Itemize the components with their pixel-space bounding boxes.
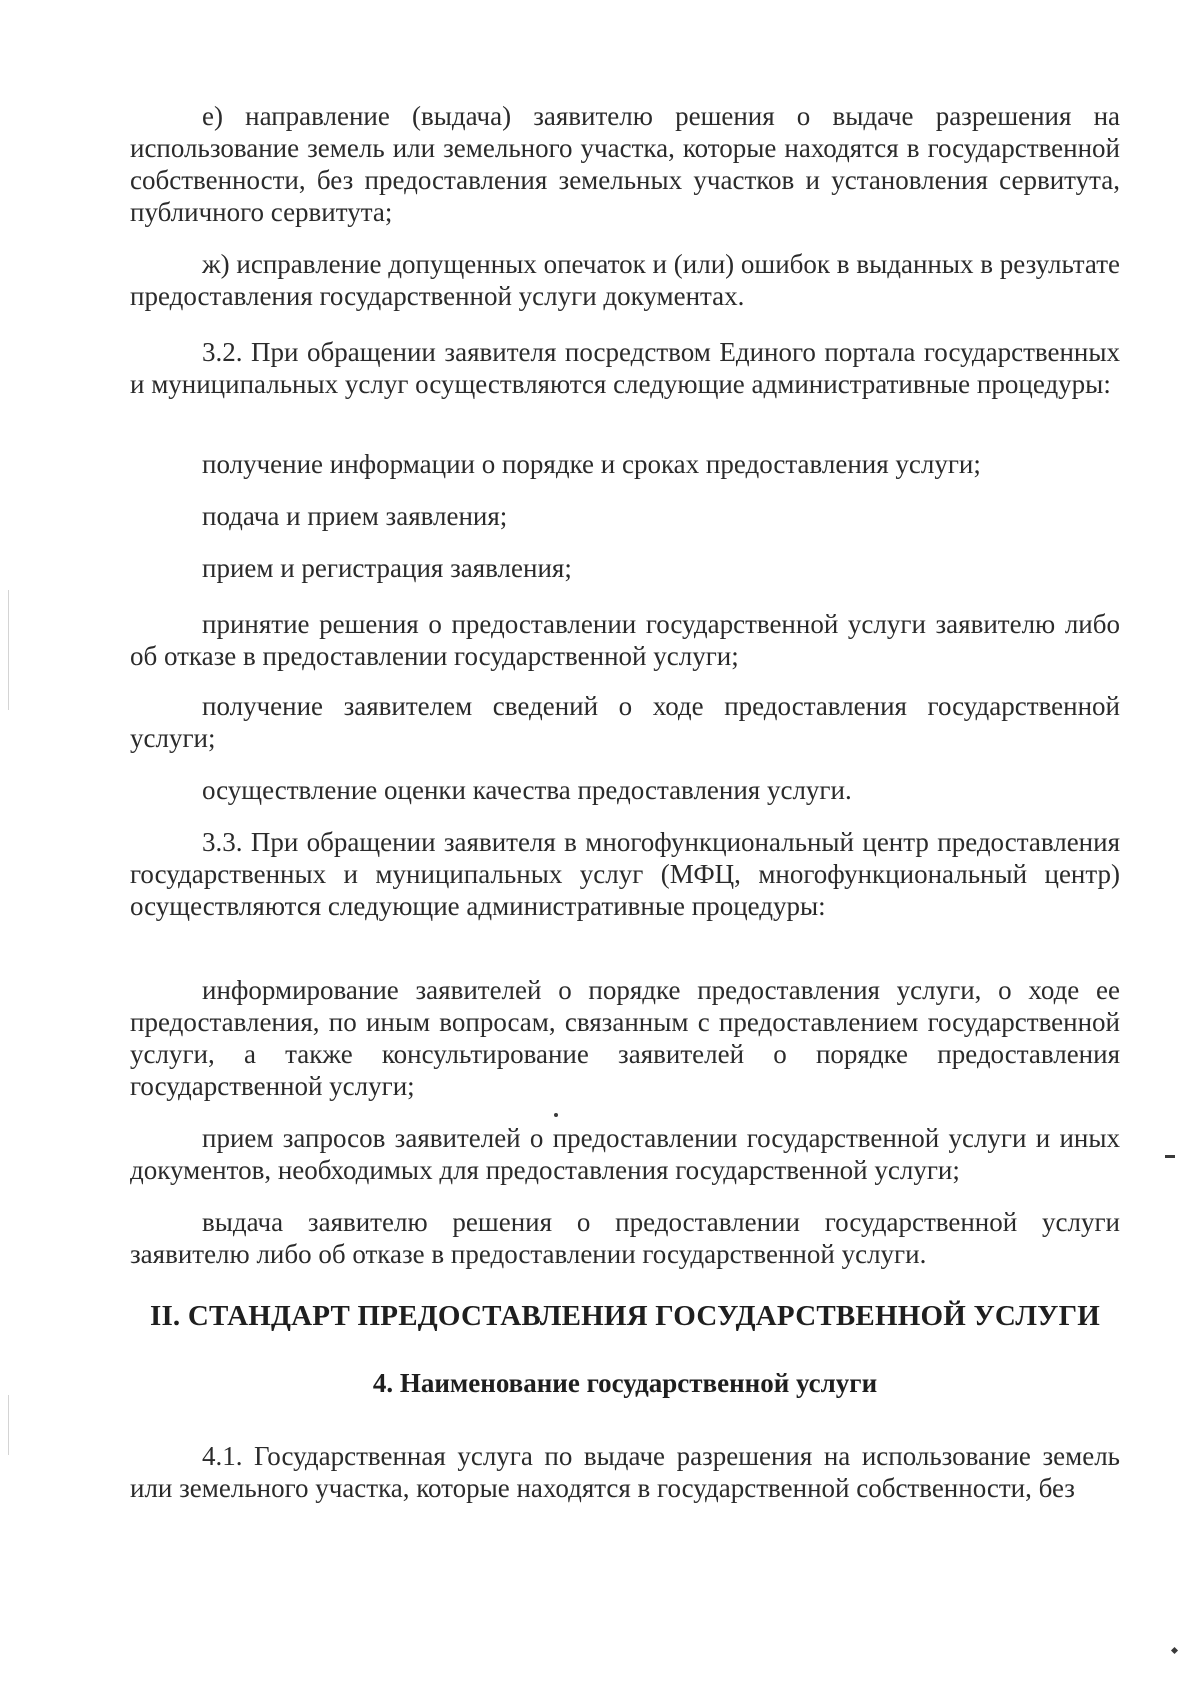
scan-edge-mark [8, 590, 9, 710]
list-item-submission: подача и прием заявления; [202, 501, 508, 531]
paragraph-3-2: 3.2. При обращении заявителя посредством Единого портала государственных и муниципальных услуг осуществляются следующие административные процедуры: [130, 337, 1120, 399]
list-item-decision: принятие решения о предоставлении государственной услуги заявителю либо об отказе в предоставлении государственной услуги; [130, 609, 1120, 671]
paragraph-3-3: 3.3. При обращении заявителя в многофункциональный центр предоставления государственных и муниципальных услуг (МФЦ, многофункциональный центр) осуществляются следующие административные процедуры: [130, 827, 1120, 921]
list-item-requests: прием запросов заявителей о предоставлении государственной услуги и иных документов, необходимых для предоставления государственной услуги; [130, 1123, 1120, 1185]
list-item-informing: информирование заявителей о порядке предоставления услуги, о ходе ее предоставления, по иным вопросам, связанным с предоставлением государственной услуги, а также консультирование заявителей о порядке предоставления государственной услуги; [130, 975, 1120, 1101]
scan-edge-mark [8, 1395, 9, 1455]
paragraph-e: е) направление (выдача) заявителю решения о выдаче разрешения на использование земель или земельного участка, которые находятся в государственной собственности, без предоставления земельных участков и установления сервитута, публичного сервитута; [130, 101, 1120, 227]
scan-speck [1171, 1647, 1178, 1654]
scan-speck [554, 1113, 558, 1117]
paragraph-4-1: 4.1. Государственная услуга по выдаче разрешения на использование земель или земельного участка, которые находятся в государственной собственности, без [130, 1441, 1120, 1503]
section-heading: II. СТАНДАРТ ПРЕДОСТАВЛЕНИЯ ГОСУДАРСТВЕННОЙ УСЛУГИ [149, 1300, 1101, 1332]
list-item-status: получение заявителем сведений о ходе предоставления государственной услуги; [130, 691, 1120, 753]
paragraph-zh: ж) исправление допущенных опечаток и (или) ошибок в выданных в результате предоставления государственной услуги документах. [130, 249, 1120, 311]
list-item-quality: осуществление оценки качества предоставления услуги. [202, 775, 852, 805]
list-item-registration: прием и регистрация заявления; [202, 553, 572, 583]
scan-speck [1165, 1155, 1175, 1158]
list-item-info: получение информации о порядке и сроках предоставления услуги; [202, 449, 981, 479]
subsection-heading: 4. Наименование государственной услуги [372, 1368, 878, 1398]
list-item-issuance: выдача заявителю решения о предоставлении государственной услуги заявителю либо об отказе в предоставлении государственной услуги. [130, 1207, 1120, 1269]
